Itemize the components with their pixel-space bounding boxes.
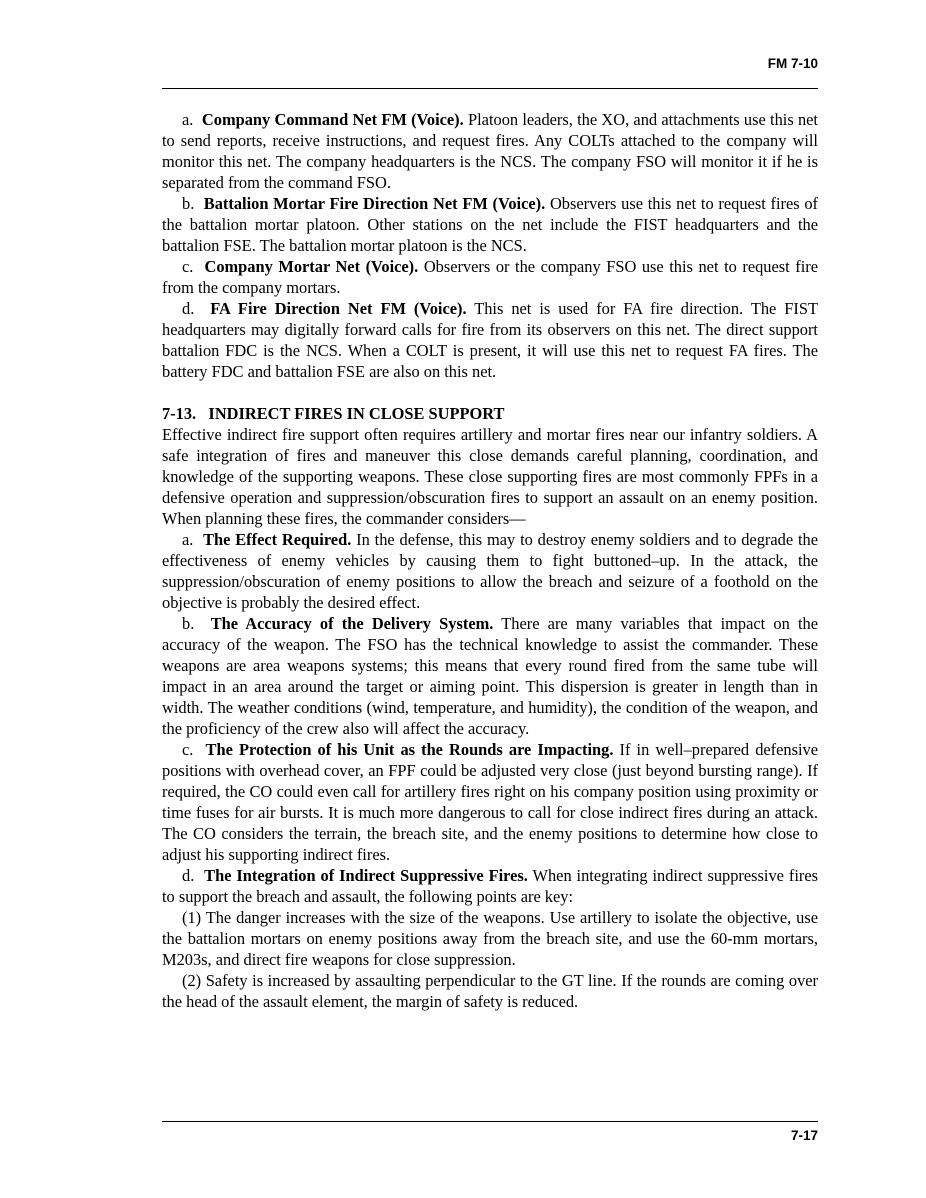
paragraph-letter: c. xyxy=(182,257,194,276)
paragraph-letter: a. xyxy=(182,110,194,129)
paragraph-letter: d. xyxy=(182,866,195,885)
paragraph-text: In the defense, this may to destroy enemy soldiers and to degrade the effectiveness of enemy vehicles by causing them to fight buttoned–up. In the attack, the suppression/obscuration of enemy positions to allow the breach and seizure of a foothold on the objective is probably the desired effect. xyxy=(162,530,818,612)
paragraph-title: Battalion Mortar Fire Direction Net FM (Voice). xyxy=(203,194,546,213)
paragraph-net-c xyxy=(162,256,818,298)
section-heading: 7-13. INDIRECT FIRES IN CLOSE SUPPORT xyxy=(162,404,505,423)
paragraph-letter: c. xyxy=(182,740,194,759)
paragraph-text: There are many variables that impact on the accuracy of the weapon. The FSO has the technical knowledge to assist the commander. These weapons are area weapons systems; this means that every round fired from the same tube will impact in an area around the target or aiming point. This dispersion is greater in length than in width. The weather conditions (wind, temperature, and humidity), the condition of the weapon, and the proficiency of the crew also will affect the accuracy. xyxy=(162,614,819,738)
paragraph-item-b xyxy=(162,613,818,739)
paragraph-text: Observers use this net to request fires of the battalion mortar platoon. Other stations on the net include the FIST headquarters and the battalion FSE. The battalion mortar platoon is the NCS. xyxy=(162,194,819,255)
paragraph-net-a xyxy=(162,109,818,193)
paragraph-text: Observers or the company FSO use this net to request fire from the company mortars. xyxy=(162,257,818,297)
page-number: 7-17 xyxy=(790,1128,818,1143)
paragraph-text: This net is used for FA fire direction. The FIST headquarters may digitally forward calls for fire from its observers on this net. The direct support battalion FDC is the NCS. When a COLT is present, it will use this net to request FA fires. The battery FDC and battalion FSE are also on this net. xyxy=(162,299,818,381)
paragraph-item-c xyxy=(162,739,818,865)
paragraph-text: When integrating indirect suppressive fires to support the breach and assault, the following points are key: xyxy=(162,866,818,906)
footer-rule xyxy=(162,1121,818,1122)
paragraph-title: The Effect Required. xyxy=(203,530,352,549)
paragraph-title: FA Fire Direction Net FM (Voice). xyxy=(210,299,467,318)
paragraph-title: The Protection of his Unit as the Rounds are Impacting. xyxy=(205,740,614,759)
subpoint-2: (2) Safety is increased by assaulting perpendicular to the GT line. If the rounds are coming over the head of the assault element, the margin of safety is reduced. xyxy=(162,971,818,1011)
paragraph-title: Company Command Net FM (Voice). xyxy=(201,110,464,129)
section-intro: Effective indirect fire support often requires artillery and mortar fires near our infantry soldiers. A safe integration of fires and maneuver this close demands careful planning, coordination, and knowledge of the supporting weapons. These close supporting fires are most commonly FPFs in a defensive operation and suppression/obscuration fires to support an assault on an enemy position. When planning these fires, the commander considers— xyxy=(162,425,818,528)
paragraph-letter: b. xyxy=(182,194,195,213)
paragraph-title: The Integration of Indirect Suppressive Fires. xyxy=(204,866,528,885)
paragraph-letter: b. xyxy=(182,614,195,633)
paragraph-title: Company Mortar Net (Voice). xyxy=(204,257,419,276)
page-body xyxy=(162,109,818,1012)
header-rule xyxy=(162,88,818,89)
paragraph-item-d xyxy=(162,865,818,907)
running-header: FM 7-10 xyxy=(767,56,818,71)
paragraph-text: If in well–prepared defensive positions with overhead cover, an FPF could be adjusted very close (just beyond bursting range). If required, the CO could even call for artillery fires right on his company position using proximity or time fuses for air bursts. It is much more dangerous to call for close indirect fires during an attack. The CO considers the terrain, the breach site, and the enemy positions to determine how close to adjust his supporting indirect fires. xyxy=(162,740,818,864)
paragraph-text: Platoon leaders, the XO, and attachments use this net to send reports, receive instructions, and request fires. Any COLTs attached to the company will monitor this net. The company headquarters is the NCS. The company FSO will monitor it if he is separated from the command FSO. xyxy=(162,110,818,192)
paragraph-title: The Accuracy of the Delivery System. xyxy=(210,614,494,633)
paragraph-item-a xyxy=(162,529,818,613)
paragraph-letter: d. xyxy=(182,299,195,318)
paragraph-net-b xyxy=(162,193,818,256)
subpoint-1: (1) The danger increases with the size of the weapons. Use artillery to isolate the objective, use the battalion mortars on enemy positions away from the breach site, and use the 60-mm mortars, M203s, and direct fire weapons for close suppression. xyxy=(162,908,818,969)
paragraph-letter: a. xyxy=(182,530,194,549)
paragraph-net-d xyxy=(162,298,818,382)
